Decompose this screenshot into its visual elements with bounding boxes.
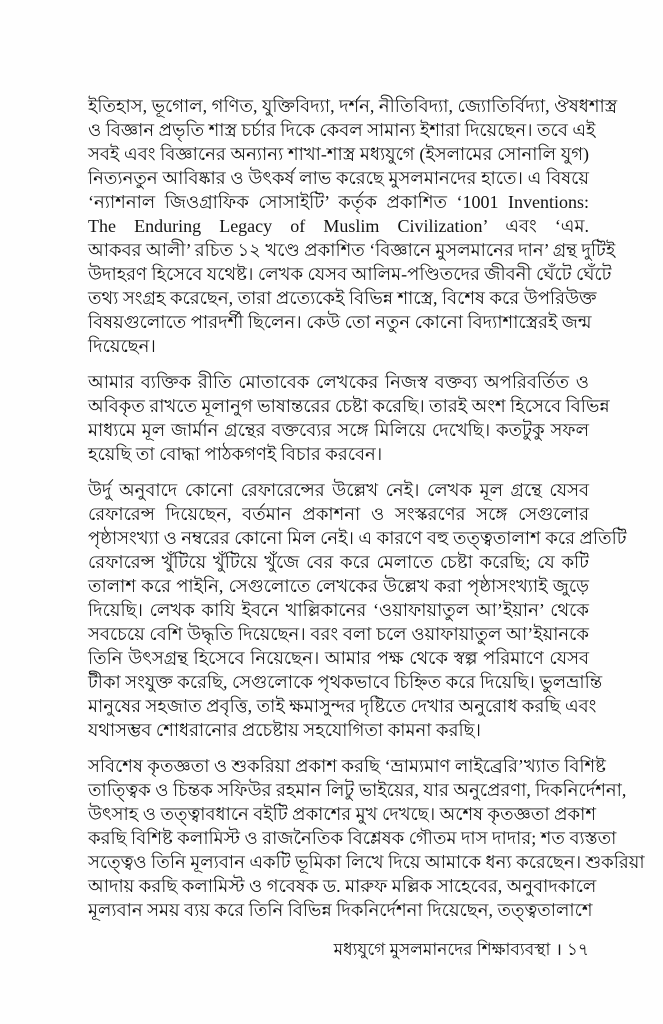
text-line: আদায় করছি কলামিস্ট ও গবেষক ড. মারুফ মল্লিক সাহেবের, অনুবাদকালে [88, 876, 597, 896]
footer-chapter-title: মধ্যযুগে মুসলমানদের শিক্ষাব্যবস্থা [333, 940, 551, 959]
text-line: The Enduring Legacy of Muslim Civilization’ এবং ‘এম. [88, 216, 589, 236]
text-line: টীকা সংযুক্ত করেছি, সেগুলোকে পৃথকভাবে চিহ্নিত করে দিয়েছি। ভুলভ্রান্তি [88, 672, 603, 692]
text-line: মাধ্যমে মূল জার্মান গ্রন্থের বক্তব্যের সঙ্গে মিলিয়ে দেখেছি। কতটুকু সফল [88, 420, 589, 440]
text-line: সবচেয়ে বেশি উদ্ধৃতি দিয়েছেন। বরং বলা চলে ওয়াফায়াতুল আ’ইয়ানকে [88, 624, 589, 644]
paragraph-3 [88, 478, 627, 742]
text-block [88, 94, 645, 934]
text-line: সত্ত্বেও তিনি মূল্যবান একটি ভূমিকা লিখে দিয়ে আমাকে ধন্য করেছেন। শুকরিয়া [88, 852, 645, 872]
text-line: রেফারেন্স খুঁটিয়ে খুঁটিয়ে খুঁজে বের করে মেলাতে চেষ্টা করেছি; যে কটি [88, 552, 589, 572]
footer-separator: । [555, 940, 562, 959]
text-line: ‘ন্যাশনাল জিওগ্রাফিক সোসাইটি’ কর্তৃক প্রকাশিত ‘1001 Inventions: [88, 192, 589, 212]
text-line: তাত্ত্বিক ও চিন্তক সফিউর রহমান লিটু ভাইয়ের, যার অনুপ্রেরণা, দিকনির্দেশনা, [88, 780, 627, 800]
text-line: তথ্য সংগ্রহ করেছেন, তারা প্রত্যেকেই বিভিন্ন শাস্ত্রে, বিশেষ করে উপরিউক্ত [88, 288, 597, 308]
text-line: পৃষ্ঠাসংখ্যা ও নম্বরের কোনো মিল নেই। এ কারণে বহু তত্ত্বতালাশ করে প্রতিটি [88, 528, 627, 548]
text-line: ইতিহাস, ভূগোল, গণিত, যুক্তিবিদ্যা, দর্শন, নীতিবিদ্যা, জ্যোতির্বিদ্যা, ঔষধশাস্ত্র [88, 96, 618, 116]
paragraph-2 [88, 370, 610, 466]
text-line: করছি বিশিষ্ট কলামিস্ট ও রাজনৈতিক বিশ্লেষক গৌতম দাস দাদার; শত ব্যস্ততা [88, 828, 617, 848]
text-line: উৎসাহ ও তত্ত্বাবধানে বইটি প্রকাশের মুখ দেখছে। অশেষ কৃতজ্ঞতা প্রকাশ [88, 804, 596, 824]
text-line: যথাসম্ভব শোধরানোর প্রচেষ্টায় সহযোগিতা কামনা করছি। [88, 720, 481, 740]
text-line: তিনি উৎসগ্রন্থ হিসেবে নিয়েছেন। আমার পক্ষ থেকে স্বল্প পরিমাণে যেসব [88, 648, 589, 668]
text-line: উদাহরণ হিসেবে যথেষ্ট। লেখক যেসব আলিম-পণ্ডিতদের জীবনী ঘেঁটে ঘেঁটে [88, 264, 612, 284]
paragraph-4 [88, 754, 645, 922]
footer-page-number: ১৭ [566, 940, 589, 959]
text-line: ও বিজ্ঞান প্রভৃতি শাস্ত্র চর্চার দিকে কেবল সামান্য ইশারা দিয়েছেন। তবে এই [88, 120, 596, 140]
text-line: মূল্যবান সময় ব্যয় করে তিনি বিভিন্ন দিকনির্দেশনা দিয়েছেন, তত্ত্বতালাশে [88, 900, 593, 920]
text-line: সবিশেষ কৃতজ্ঞতা ও শুকরিয়া প্রকাশ করছি ‘ভ্রাম্যমাণ লাইব্রেরি’খ্যাত বিশিষ্ট [88, 756, 606, 776]
text-line: আমার ব্যক্তিক রীতি মোতাবেক লেখকের নিজস্ব বক্তব্য অপরিবর্তিত ও [88, 372, 589, 392]
text-line: নিত্যনতুন আবিষ্কার ও উৎকর্ষ লাভ করেছে মুসলমানদের হাতে। এ বিষয়ে [88, 168, 589, 188]
text-line: উর্দু অনুবাদে কোনো রেফারেন্সের উল্লেখ নেই। লেখক মূল গ্রন্থে যেসব [88, 480, 589, 500]
text-line: তালাশ করে পাইনি, সেগুলোতে লেখকের উল্লেখ করা পৃষ্ঠাসংখ্যাই জুড়ে [88, 576, 589, 596]
text-line: মানুষের সহজাত প্রবৃত্তি, তাই ক্ষমাসুন্দর দৃষ্টিতে দেখার অনুরোধ করছি এবং [88, 696, 597, 716]
text-line: দিয়েছি। লেখক কাযি ইবনে খাল্লিকানের ‘ওয়াফায়াতুল আ’ইয়ান’ থেকে [88, 600, 589, 620]
text-line: বিষয়গুলোতে পারদর্শী ছিলেন। কেউ তো নতুন কোনো বিদ্যাশাস্ত্রেরই জন্ম [88, 312, 592, 332]
text-line: আকবর আলী’ রচিত ১২ খণ্ডে প্রকাশিত ‘বিজ্ঞানে মুসলমানের দান’ গ্রন্থ দুটিই [88, 240, 616, 260]
text-line: অবিকৃত রাখতে মূলানুগ ভাষান্তরের চেষ্টা করেছি। তারই অংশ হিসেবে বিভিন্ন [88, 396, 610, 416]
paragraph-1 [88, 94, 618, 358]
text-line: হয়েছি তা বোদ্ধা পাঠকগণই বিচার করবেন। [88, 444, 383, 464]
text-line: দিয়েছেন। [88, 336, 156, 356]
running-footer [334, 938, 589, 962]
text-line: সবই এবং বিজ্ঞানের অন্যান্য শাখা-শাস্ত্র মধ্যযুগে (ইসলামের সোনালি যুগ) [88, 144, 589, 164]
text-line: রেফারেন্স দিয়েছেন, বর্তমান প্রকাশনা ও সংস্করণের সঙ্গে সেগুলোর [88, 504, 589, 524]
